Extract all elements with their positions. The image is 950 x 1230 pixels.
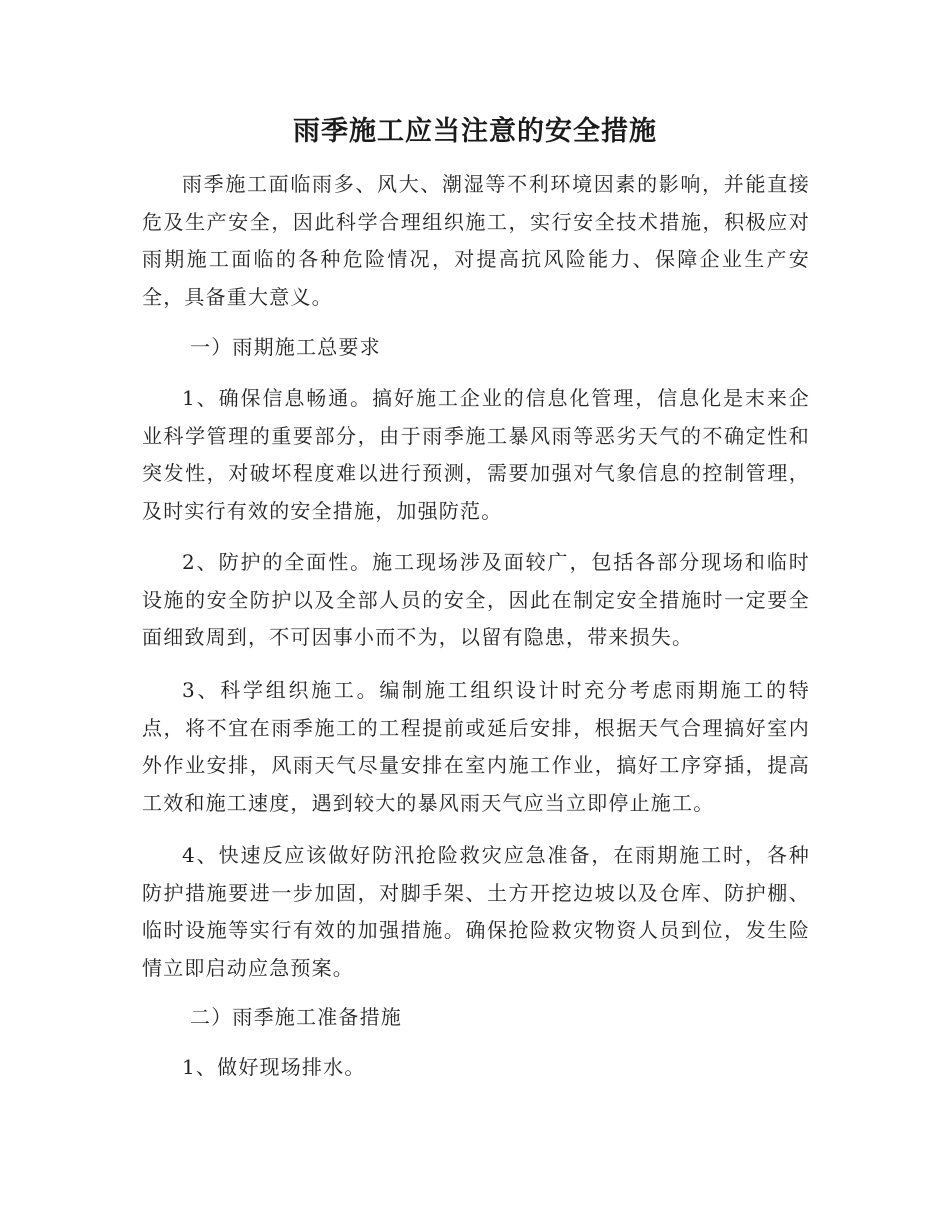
document-title: 雨季施工应当注意的安全措施 [293,116,657,147]
section-heading-1: 一）雨期施工总要求 [190,335,381,359]
intro-paragraph: 雨季施工面临雨多、风大、潮湿等不利环境因素的影响，并能直接危及生产安全，因此科学合理组织施工，实行安全技术措施，积极应对雨期施工面临的各种危险情况，对提高抗风险能力、保障企业生产安全，具备重大意义。 [142,172,810,309]
section1-item-2: 2、防护的全面性。施工现场涉及面较广，包括各部分现场和临时设施的安全防护以及全部人员的安全，因此在制定安全措施时一定要全面细致周到，不可因事小而不为，以留有隐患，带来损失。 [142,550,810,649]
section1-item-1: 1、确保信息畅通。搞好施工企业的信息化管理，信息化是末来企业科学管理的重要部分，由于雨季施工暴风雨等恶劣天气的不确定性和突发性，对破坏程度难以进行预测，需要加强对气象信息的控制管理，及时实行有效的安全措施，加强防范。 [142,386,810,523]
section1-item-4: 4、快速反应该做好防汛抢险救灾应急准备，在雨期施工时，各种防护措施要进一步加固，对脚手架、土方开挖边坡以及仓库、防护棚、临时设施等实行有效的加强措施。确保抢险救灾物资人员到位，发生险情立即启动应急预案。 [142,843,810,980]
section-heading-2: 二）雨季施工准备措施 [190,1005,402,1029]
section2-item-1: 1、做好现场排水。 [182,1055,366,1079]
section1-item-3: 3、科学组织施工。编制施工组织设计时充分考虑雨期施工的特点，将不宜在雨季施工的工程提前或延后安排，根据天气合理搞好室内外作业安排，风雨天气尽量安排在室内施工作业，搞好工序穿插，提高工效和施工速度，遇到较大的暴风雨天气应当立即停止施工。 [142,678,810,815]
